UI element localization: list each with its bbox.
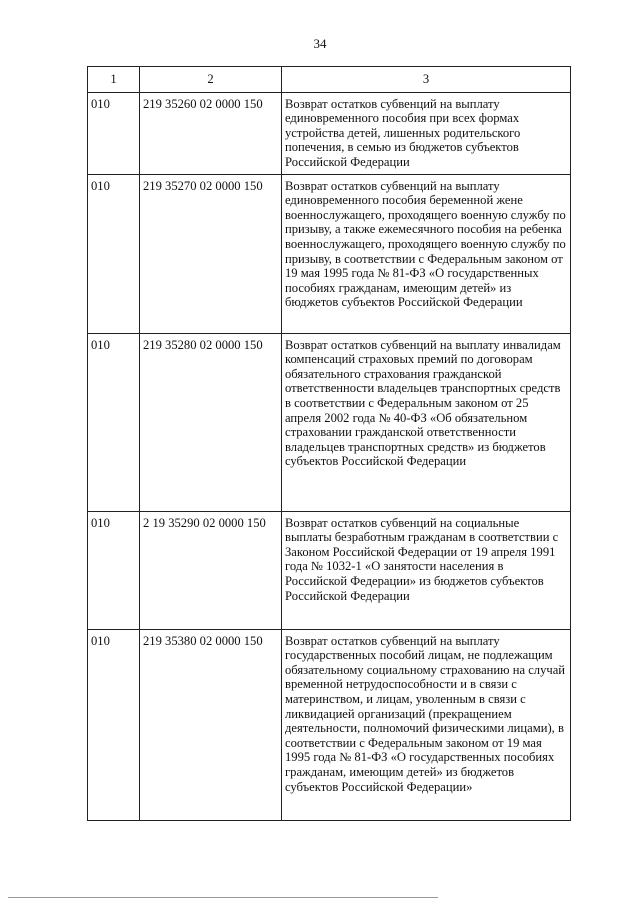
page-number: 34 <box>313 36 327 51</box>
header-col-1: 1 <box>88 67 140 93</box>
budget-code-cell: 219 35260 02 0000 150 <box>140 92 282 174</box>
table-row <box>88 333 571 511</box>
budget-code-cell: 219 35280 02 0000 150 <box>140 333 282 511</box>
table-header-row <box>88 67 571 93</box>
description-cell: Возврат остатков субвенций на социальные выплаты безработным гражданам в соответствии с Законом Российской Федерации от 19 апреля 1991 года № 1032-1 «О занятости населения в Российской Федерации» из бюджетов субъектов Российской Федерации <box>282 511 571 629</box>
description-cell: Возврат остатков субвенций на выплату государственных пособий лицам, не подлежащим обязательному социальному страхованию на случай временной нетрудоспособности и в связи с материнством, и лицам, уволенным в связи с ликвидацией организаций (прекращением деятельности, полномочий физическими лицами), в соответствии с Федеральным законом от 19 мая 1995 года № 81-ФЗ «О государственных пособиях гражданам, имеющим детей» из бюджетов субъектов Российской Федерации» <box>282 629 571 820</box>
scan-edge-line <box>8 897 438 898</box>
admin-code-cell: 010 <box>88 92 140 174</box>
budget-code-cell: 219 35270 02 0000 150 <box>140 174 282 333</box>
table-row <box>88 629 571 820</box>
budget-code-cell: 219 35380 02 0000 150 <box>140 629 282 820</box>
admin-code-cell: 010 <box>88 174 140 333</box>
description-cell: Возврат остатков субвенций на выплату инвалидам компенсаций страховых премий по договорам обязательного страхования гражданской ответственности владельцев транспортных средств в соответствии с Федеральным законом от 25 апреля 2002 года № 40-ФЗ «Об обязательном страховании гражданской ответственности владельцев транспортных средств» из бюджетов субъектов Российской Федерации <box>282 333 571 511</box>
budget-codes-table <box>87 66 571 821</box>
header-col-3: 3 <box>282 67 571 93</box>
admin-code-cell: 010 <box>88 629 140 820</box>
table-row <box>88 511 571 629</box>
admin-code-cell: 010 <box>88 333 140 511</box>
description-cell: Возврат остатков субвенций на выплату единовременного пособия при всех формах устройства детей, лишенных родительского попечения, в семью из бюджетов субъектов Российской Федерации <box>282 92 571 174</box>
table-row <box>88 174 571 333</box>
admin-code-cell: 010 <box>88 511 140 629</box>
table-row <box>88 92 571 174</box>
description-cell: Возврат остатков субвенций на выплату единовременного пособия беременной жене военнослужащего, проходящего военную службу по призыву, а также ежемесячного пособия на ребенка военнослужащего, проходящего военную службу по призыву, в соответствии с Федеральным законом от 19 мая 1995 года № 81-ФЗ «О государственных пособиях гражданам, имеющим детей» из бюджетов субъектов Российской Федерации <box>282 174 571 333</box>
header-col-2: 2 <box>140 67 282 93</box>
budget-code-cell: 2 19 35290 02 0000 150 <box>140 511 282 629</box>
